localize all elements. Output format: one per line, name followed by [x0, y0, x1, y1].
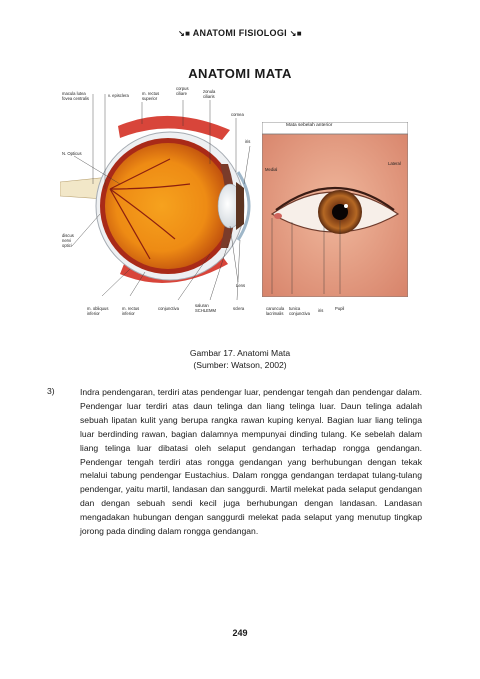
label-discus-nervi-optici: discus nervi optici	[62, 233, 74, 248]
page-header	[0, 28, 480, 38]
label-conjunctiva: conjunctiva	[158, 306, 179, 311]
label-cornea: cornea	[231, 112, 244, 117]
eye-anatomy-figure	[60, 64, 420, 324]
figure-caption	[0, 348, 480, 371]
label-lens: Lens	[236, 283, 246, 288]
caption-title: Gambar 17. Anatomi Mata	[189, 348, 291, 358]
label-macula-lutea: macula lutea fovea centralis	[62, 91, 89, 101]
label-medial: Medial	[265, 167, 278, 172]
paragraph-number: 3)	[47, 386, 55, 396]
label-caruncula-lacrimalis: caruncula lacrimalis	[266, 306, 285, 316]
figure-title: ANATOMI MATA	[188, 66, 292, 81]
label-pupil: Pupil	[335, 306, 345, 311]
label-m-obliquus-inferior: m. obliquus inferior	[87, 306, 109, 316]
label-sclera: sclera	[233, 306, 245, 311]
arrow-square-icon: ↘■	[178, 29, 191, 38]
header-title: ANATOMI FISIOLOGI	[192, 28, 287, 38]
anterior-eye-illustration	[262, 122, 408, 297]
label-n-opticus: N. Opticus	[62, 151, 82, 156]
label-iris-anterior: iris	[318, 308, 324, 313]
label-saluran-schlemm: saluran SCHLEMM	[195, 303, 216, 313]
label-anterior-eye: Mata sebelah anterior	[286, 123, 333, 128]
body-paragraph: Indra pendengaran, terdiri atas pendengar luar, pendengar tengah dan pendengar dalam. Pendengar luar terdiri atas daun telinga dan liang telinga luar. Daun telinga adalah sebuah lipatan kulit yang berupa rangka rawan kuping kenyal. Bagian luar liang telinga luar berdinding rawan, bagian dalamnya mempunyai dinding tulang. Ke sebelah dalam liang telinga luar dibatasi oleh selaput gendangan terhadap rongga gendangan. Pendengar tengah terdiri atas rongga gendangan yang berhubungan dengan tekak melalui tabung pendengar Eustachius. Dalam rongga gendangan terdapat tulang-tulang pendengar, yaitu martil, landasan dan sanggurdi. Martil melekat pada selaput gendangan dan dengan sebuah sendi kecil juga berhubungan dengan landasan. Landasan mengadakan hubungan dengan sanggurdi melekat pada selaput yang menutup tingkap jorong pada dinding dalam rongga gendangan.	[80, 387, 422, 537]
caption-source: (Sumber: Watson, 2002)	[193, 359, 287, 370]
label-tunica-conjunctiva: tunica conjunctiva	[289, 306, 310, 316]
label-m-rectus-superior: m. rectus superior	[142, 91, 160, 101]
page-number: 249	[232, 628, 248, 638]
label-corpus-ciliare: corpus ciliare	[176, 86, 189, 96]
eye-cross-section-illustration	[60, 64, 260, 324]
label-v-episclera: v. episclera	[108, 93, 129, 98]
label-iris: iris	[245, 139, 251, 144]
label-lateral: Lateral	[388, 161, 401, 166]
label-m-rectus-inferior: m. rectus inferior	[122, 306, 140, 316]
arrow-square-icon: ↘■	[289, 29, 302, 38]
label-zonula-ciliaris: zonula ciliaris	[203, 89, 216, 99]
